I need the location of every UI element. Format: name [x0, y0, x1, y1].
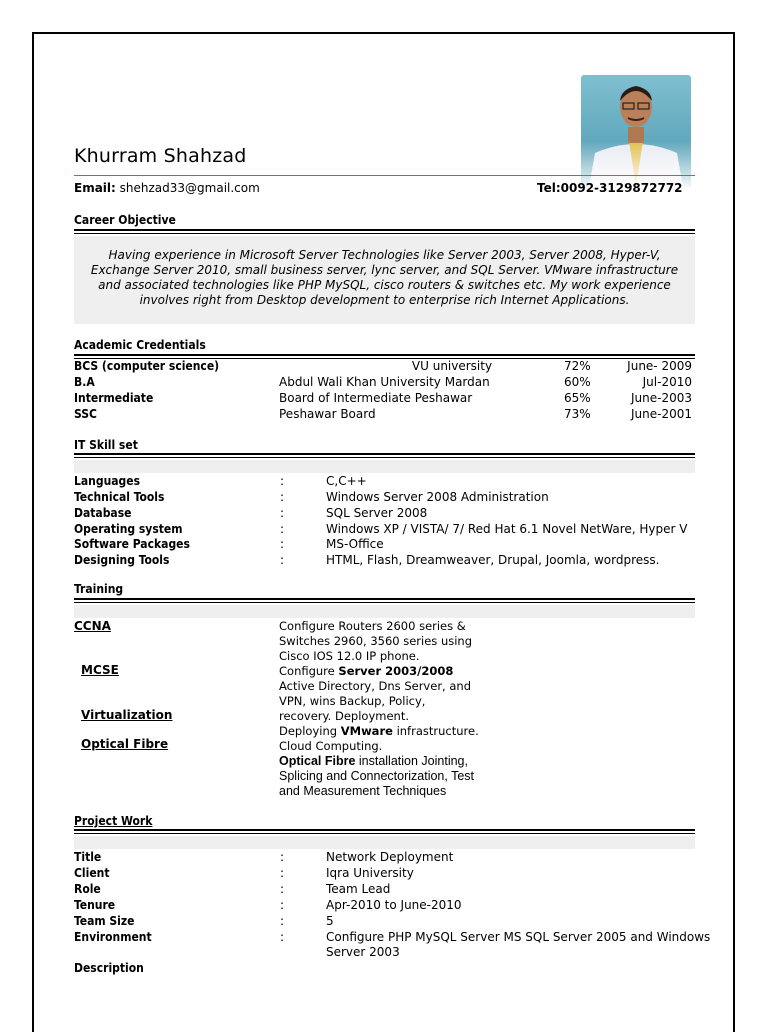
skill-value: C,C++ [326, 474, 367, 488]
career-objective-text: Having experience in Microsoft Server Technologies like Server 2003, Server 2008, Hyper-V, Exchange Server 2010, small business server, lync server, and SQL Server. VMware infrastructure and associated technologies like PHP MySQL, cisco routers & switches etc. My work experience involves right from Desktop development to enterprise rich Internet Applications. [90, 248, 679, 307]
academic-degree: Intermediate [74, 391, 154, 405]
skills-heading: IT Skill set [74, 438, 138, 452]
project-rule [74, 829, 695, 834]
skill-value: Windows XP / VISTA/ 7/ Red Hat 6.1 Novel NetWare, Hyper V [326, 522, 688, 536]
academic-date: June-2001 [630, 407, 692, 421]
academic-institute: Peshawar Board [279, 407, 376, 421]
project-label: Tenure [74, 898, 116, 912]
skill-label: Software Packages [74, 537, 190, 551]
training-line: Deploying VMware infrastructure. [279, 724, 479, 738]
skill-separator: : [280, 490, 285, 504]
training-virtualization: Virtualization [81, 708, 173, 722]
training-line: Optical Fibre installation Jointing, [279, 754, 468, 768]
skill-value: MS-Office [326, 537, 384, 551]
project-separator: : [280, 866, 285, 880]
skills-rule [74, 453, 695, 458]
project-separator: : [280, 914, 285, 928]
training-line: Switches 2960, 3560 series using [279, 634, 473, 648]
project-label: Client [74, 866, 110, 880]
project-value-continued: Server 2003 [326, 945, 400, 959]
academic-percent: 65% [564, 391, 591, 405]
project-label: Title [74, 850, 102, 864]
email-address[interactable]: shehzad33@gmail.com [119, 181, 260, 195]
telephone: Tel:0092-3129872772 [537, 181, 683, 195]
training-line: Splicing and Connectorization, Test [279, 769, 475, 783]
academic-degree: B.A [74, 375, 95, 389]
project-separator: : [280, 882, 285, 896]
project-separator: : [280, 930, 285, 944]
skill-separator: : [280, 553, 285, 567]
candidate-name: Khurram Shahzad [74, 145, 247, 167]
career-objective-rule [74, 229, 695, 234]
academic-degree: SSC [74, 407, 97, 421]
training-line: VPN, wins Backup, Policy, [279, 694, 426, 708]
skill-separator: : [280, 537, 285, 551]
academic-heading: Academic Credentials [74, 338, 206, 352]
project-label: Role [74, 882, 101, 896]
academic-percent: 72% [564, 359, 591, 373]
training-rule [74, 598, 695, 603]
project-value: Iqra University [326, 866, 414, 880]
profile-photo [581, 75, 691, 187]
skill-separator: : [280, 506, 285, 520]
skill-value: SQL Server 2008 [326, 506, 428, 520]
project-label: Team Size [74, 914, 135, 928]
academic-percent: 60% [564, 375, 591, 389]
skill-label: Languages [74, 474, 141, 488]
training-line: Cloud Computing. [279, 739, 383, 753]
academic-institute: Abdul Wali Khan University Mardan [279, 375, 490, 389]
project-label: Environment [74, 930, 152, 944]
training-line: Configure Server 2003/2008 [279, 664, 454, 678]
skill-value: HTML, Flash, Dreamweaver, Drupal, Joomla, wordpress. [326, 553, 660, 567]
project-band [74, 836, 695, 849]
name-divider [74, 175, 695, 176]
training-line: Configure Routers 2600 series & [279, 619, 466, 633]
skill-label: Database [74, 506, 132, 520]
training-band [74, 605, 695, 618]
skill-label: Operating system [74, 522, 183, 536]
training-details [279, 619, 579, 799]
project-value: 5 [326, 914, 334, 928]
academic-degree: BCS (computer science) [74, 359, 220, 373]
skill-separator: : [280, 474, 285, 488]
skill-label: Designing Tools [74, 553, 170, 567]
project-description-label: Description [74, 961, 144, 975]
training-line: and Measurement Techniques [279, 784, 447, 798]
project-value: Network Deployment [326, 850, 454, 864]
academic-institute: VU university [411, 359, 493, 373]
project-heading: Project Work [74, 814, 153, 828]
training-line: Active Directory, Dns Server, and [279, 679, 471, 693]
academic-date: June-2003 [630, 391, 692, 405]
training-ccna: CCNA [74, 619, 111, 633]
training-line: Cisco IOS 12.0 IP phone. [279, 649, 420, 663]
email-line [74, 181, 260, 195]
career-objective-heading: Career Objective [74, 213, 176, 227]
skill-label: Technical Tools [74, 490, 165, 504]
training-heading: Training [74, 582, 124, 596]
project-value: Configure PHP MySQL Server MS SQL Server 2005 and Windows [326, 930, 711, 944]
academic-percent: 73% [564, 407, 591, 421]
project-separator: : [280, 850, 285, 864]
project-value: Apr-2010 to June-2010 [326, 898, 462, 912]
career-objective-box [74, 236, 695, 324]
academic-date: June- 2009 [627, 359, 692, 373]
project-value: Team Lead [326, 882, 391, 896]
academic-institute: Board of Intermediate Peshawar [279, 391, 473, 405]
skills-band [74, 460, 695, 473]
training-optical-fibre: Optical Fibre [81, 737, 169, 751]
project-separator: : [280, 898, 285, 912]
training-line: recovery. Deployment. [279, 709, 409, 723]
training-mcse: MCSE [81, 663, 119, 677]
academic-date: Jul-2010 [642, 375, 692, 389]
skill-separator: : [280, 522, 285, 536]
skill-value: Windows Server 2008 Administration [326, 490, 549, 504]
email-label: Email: [74, 181, 116, 195]
